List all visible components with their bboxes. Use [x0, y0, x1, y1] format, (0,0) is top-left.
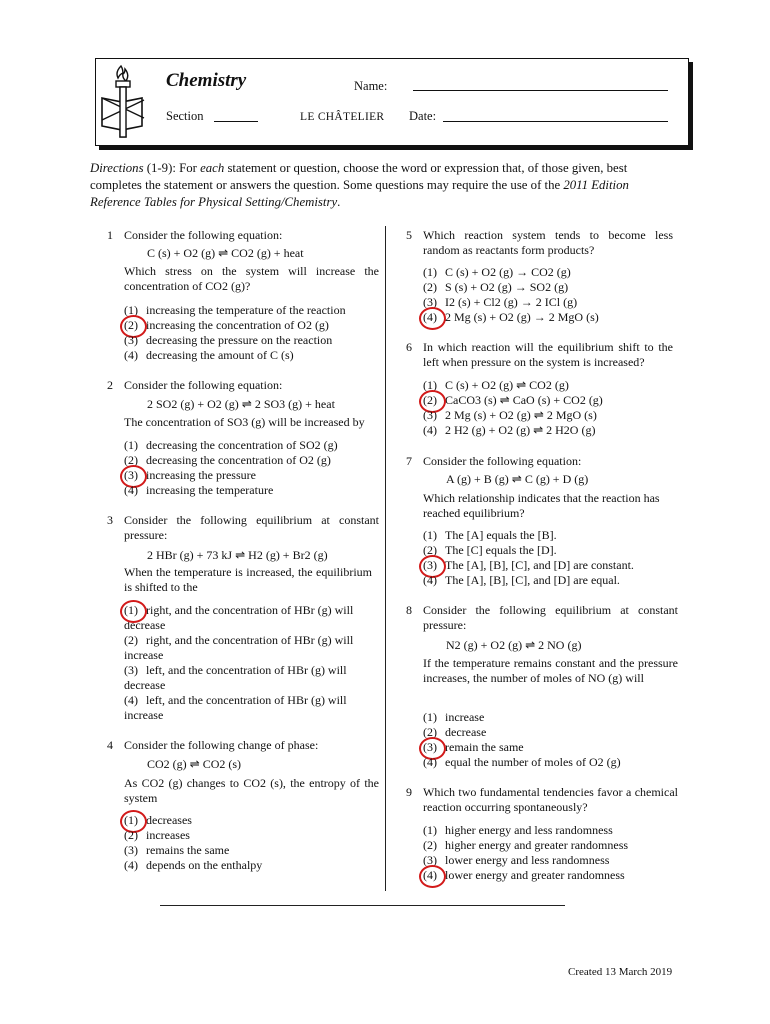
question-number: 3: [107, 513, 113, 527]
question-4-stem: As CO2 (g) changes to CO2 (s), the entropy of the system: [124, 776, 379, 805]
question-number: 9: [406, 785, 412, 799]
question-2-stem: The concentration of SO3 (g) will be increased by: [124, 415, 365, 429]
choice[interactable]: (3) 2 Mg (s) + O2 (g) ⇌ 2 MgO (s): [423, 408, 597, 422]
question-1-equation: C (s) + O2 (g) ⇌ CO2 (g) + heat: [147, 246, 304, 260]
choice[interactable]: (1) C (s) + O2 (g) ⇌ CO2 (g): [423, 378, 569, 392]
choice[interactable]: (4) increasing the temperature: [124, 483, 274, 497]
choice[interactable]: (3) decreasing the pressure on the reaction: [124, 333, 333, 347]
question-text: Consider the following change of phase:: [124, 738, 319, 752]
question-text: Consider the following equilibrium at constant pressure:: [124, 513, 379, 542]
question-3-stem: When the temperature is increased, the equilibrium is shifted to the: [124, 565, 372, 594]
question-1-stem: Which stress on the system will increase the concentration of CO2 (g)?: [124, 264, 379, 293]
question-number: 2: [107, 378, 113, 392]
choice[interactable]: (3) left, and the concentration of HBr (g) will decrease: [124, 663, 347, 692]
question-8-stem: If the temperature remains constant and the pressure increases, the number of moles of NO (g) will: [423, 656, 678, 685]
name-label: Name:: [354, 79, 388, 93]
question-7-equation: A (g) + B (g) ⇌ C (g) + D (g): [446, 472, 589, 486]
question-number: 8: [406, 603, 412, 617]
choice[interactable]: (2) increases: [124, 828, 190, 842]
choice[interactable]: (2) CaCO3 (s) ⇌ CaO (s) + CO2 (g): [423, 393, 603, 407]
question-text: Consider the following equation:: [423, 454, 582, 468]
choice[interactable]: (1) The [A] equals the [B].: [423, 528, 557, 542]
choice[interactable]: (3) I2 (s) + Cl2 (g) → 2 ICl (g): [423, 295, 578, 309]
question-number: 5: [406, 228, 412, 242]
choice[interactable]: (4) left, and the concentration of HBr (g) will increase: [124, 693, 347, 722]
question-text: Consider the following equilibrium at constant pressure:: [423, 603, 678, 632]
question-number: 4: [107, 738, 113, 752]
choice[interactable]: (3) remain the same: [423, 740, 524, 754]
question-text: In which reaction will the equilibrium shift to the left when pressure on the system is increased?: [423, 340, 673, 369]
choice[interactable]: (1) decreases: [124, 813, 192, 827]
answer-circle: [120, 600, 147, 623]
section-field[interactable]: [214, 121, 258, 122]
question-number: 1: [107, 228, 113, 242]
question-number: 7: [406, 454, 412, 468]
choice[interactable]: (4) decreasing the amount of C (s): [124, 348, 294, 362]
choice[interactable]: (1) C (s) + O2 (g) → CO2 (g): [423, 265, 571, 279]
question-4-equation: CO2 (g) ⇌ CO2 (s): [147, 757, 242, 771]
bottom-rule: [160, 905, 565, 906]
topic-label: LE CHÂTELIER: [300, 111, 385, 123]
choice[interactable]: (4) The [A], [B], [C], and [D] are equal.: [423, 573, 620, 587]
question-number: 6: [406, 340, 412, 354]
choice[interactable]: (2) decreasing the concentration of O2 (g): [124, 453, 331, 467]
name-field[interactable]: [413, 90, 668, 91]
choice[interactable]: (4) lower energy and greater randomness: [423, 868, 625, 882]
date-field[interactable]: [443, 121, 668, 122]
question-8-equation: N2 (g) + O2 (g) ⇌ 2 NO (g): [446, 638, 582, 652]
choice[interactable]: (4) 2 Mg (s) + O2 (g) → 2 MgO (s): [423, 310, 599, 324]
question-7-stem: Which relationship indicates that the reaction has reached equilibrium?: [423, 491, 660, 520]
choice[interactable]: (2) decrease: [423, 725, 487, 739]
choice[interactable]: (1) decreasing the concentration of SO2 (g): [124, 438, 338, 452]
question-text: Consider the following equation:: [124, 378, 283, 392]
choice[interactable]: (4) 2 H2 (g) + O2 (g) ⇌ 2 H2O (g): [423, 423, 596, 437]
choice[interactable]: (3) The [A], [B], [C], and [D] are constant.: [423, 558, 634, 572]
choice[interactable]: (1) increase: [423, 710, 485, 724]
choice[interactable]: (2) The [C] equals the [D].: [423, 543, 557, 557]
torch-book-logo-icon: [100, 62, 146, 140]
choice[interactable]: (4) depends on the enthalpy: [124, 858, 263, 872]
choice[interactable]: (1) right, and the concentration of HBr (g) will decrease: [124, 603, 354, 632]
answer-circle: [419, 865, 446, 888]
choice[interactable]: (2) right, and the concentration of HBr (g) will increase: [124, 633, 354, 662]
choice[interactable]: (1) higher energy and less randomness: [423, 823, 613, 837]
choice[interactable]: (3) lower energy and less randomness: [423, 853, 610, 867]
choice[interactable]: (4) equal the number of moles of O2 (g): [423, 755, 621, 769]
question-3-equation: 2 HBr (g) + 73 kJ ⇌ H2 (g) + Br2 (g): [147, 548, 328, 562]
question-2-equation: 2 SO2 (g) + O2 (g) ⇌ 2 SO3 (g) + heat: [147, 397, 335, 411]
question-text: Consider the following equation:: [124, 228, 283, 242]
choice[interactable]: (1) increasing the temperature of the reaction: [124, 303, 346, 317]
section-label: Section: [166, 109, 204, 123]
choice[interactable]: (3) remains the same: [124, 843, 230, 857]
directions-text: Directions (1-9): For each statement or question, choose the word or expression that, of those given, best completes the statement or answers the question. Some questions may require the use of the 2011 Edition Reference Tables for Physical Setting/Chemistry.: [90, 161, 629, 209]
choice[interactable]: (2) S (s) + O2 (g) → SO2 (g): [423, 280, 569, 294]
question-text: Which reaction system tends to become less random as reactants form products?: [423, 228, 673, 257]
choice[interactable]: (2) higher energy and greater randomness: [423, 838, 629, 852]
created-date: Created 13 March 2019: [568, 966, 673, 978]
answer-circle: [419, 307, 446, 330]
page-title: Chemistry: [166, 70, 247, 91]
choice[interactable]: (2) increasing the concentration of O2 (g): [124, 318, 329, 332]
date-label: Date:: [409, 109, 437, 123]
question-text: Which two fundamental tendencies favor a chemical reaction occurring spontaneously?: [423, 785, 678, 814]
column-divider: [385, 226, 386, 891]
choice[interactable]: (3) increasing the pressure: [124, 468, 256, 482]
